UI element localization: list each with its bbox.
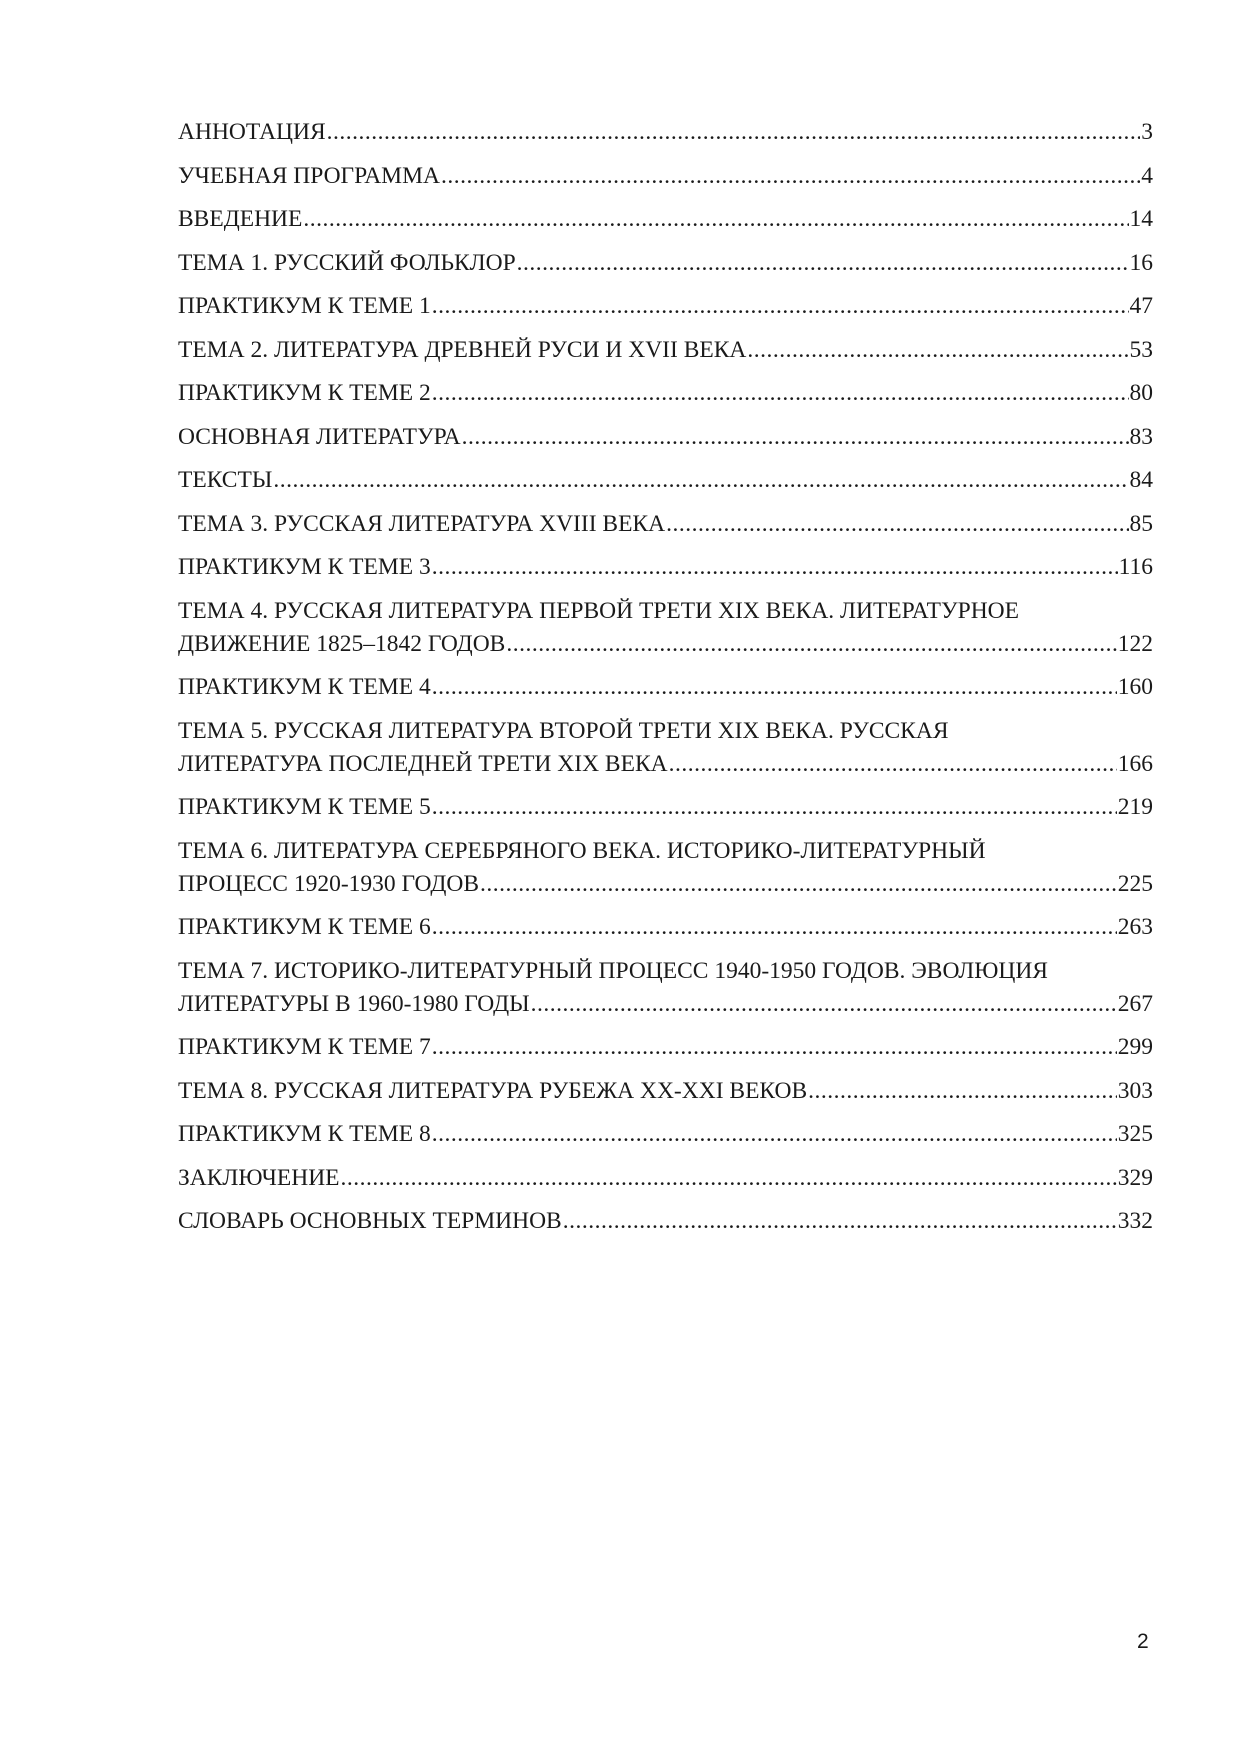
- dot-leader: [432, 671, 1117, 704]
- page-number: 2: [1137, 1630, 1149, 1653]
- toc-entry-page: 225: [1117, 870, 1153, 897]
- toc-entry[interactable]: [178, 1031, 1153, 1064]
- toc-entry[interactable]: [178, 290, 1153, 323]
- toc-entry[interactable]: [178, 334, 1153, 367]
- toc-entry-title: ОСНОВНАЯ ЛИТЕРАТУРА: [178, 423, 461, 450]
- toc-entry-title: ТЕМА 3. РУССКАЯ ЛИТЕРАТУРА XVIII ВЕКА: [178, 510, 666, 537]
- toc-entry-title: ЗАКЛЮЧЕНИЕ: [178, 1164, 340, 1191]
- dot-leader: [432, 377, 1129, 410]
- toc-entry-line: [178, 748, 1153, 781]
- toc-entry-title: УЧЕБНАЯ ПРОГРАММА: [178, 162, 440, 189]
- toc-entry[interactable]: [178, 1118, 1153, 1151]
- toc-entry-title: ПРАКТИКУМ К ТЕМЕ 4: [178, 674, 431, 700]
- toc-entry-page: 4: [1141, 162, 1153, 189]
- toc-entry[interactable]: [178, 911, 1153, 944]
- toc-entry-title: ТЕМА 2. ЛИТЕРАТУРА ДРЕВНЕЙ РУСИ И XVII ВЕКА: [178, 336, 747, 363]
- toc-entry[interactable]: [178, 377, 1153, 410]
- toc-entry-page: 84: [1129, 467, 1153, 493]
- toc-entry-page: 116: [1118, 554, 1153, 580]
- toc-entry-line: [178, 911, 1153, 944]
- toc-entry-line: [178, 1075, 1153, 1108]
- toc-entry-line: [178, 551, 1153, 584]
- toc-entry-page: 16: [1129, 249, 1153, 276]
- toc-entry[interactable]: [178, 1075, 1153, 1108]
- toc-entry-line: [178, 1118, 1153, 1151]
- toc-entry-page: 299: [1117, 1034, 1153, 1060]
- toc-entry-page: 325: [1117, 1121, 1153, 1147]
- dot-leader: [517, 247, 1129, 280]
- toc-entry-page: 53: [1129, 336, 1153, 363]
- toc-entry[interactable]: [178, 1205, 1153, 1238]
- dot-leader: [432, 551, 1118, 584]
- toc-entry-page: 122: [1117, 630, 1153, 657]
- dot-leader: [441, 160, 1140, 193]
- toc-entry-title: ПРАКТИКУМ К ТЕМЕ 1: [178, 293, 431, 319]
- toc-entry[interactable]: [178, 464, 1153, 497]
- dot-leader: [432, 1031, 1117, 1064]
- toc-entry-line: [178, 116, 1153, 149]
- toc-entry-line: [178, 988, 1153, 1021]
- toc-entry-page: 85: [1129, 510, 1153, 537]
- toc-entry-line: [178, 290, 1153, 323]
- dot-leader: [432, 791, 1117, 824]
- toc-entry-title: ПРАКТИКУМ К ТЕМЕ 2: [178, 380, 431, 406]
- toc-entry-page: 329: [1117, 1164, 1153, 1191]
- toc-entry-title: ВВЕДЕНИЕ: [178, 206, 303, 232]
- toc-entry[interactable]: [178, 595, 1153, 661]
- toc-entry[interactable]: [178, 671, 1153, 704]
- toc-entry[interactable]: [178, 715, 1153, 781]
- toc-entry[interactable]: [178, 791, 1153, 824]
- toc-entry-page: 332: [1117, 1208, 1153, 1234]
- toc-entry-page: 166: [1117, 750, 1153, 777]
- dot-leader: [531, 988, 1117, 1021]
- toc-entry-page: 267: [1117, 990, 1153, 1017]
- toc-entry-line: [178, 508, 1153, 541]
- toc-entry[interactable]: [178, 247, 1153, 280]
- toc-entry-title-line1: ТЕМА 7. ИСТОРИКО-ЛИТЕРАТУРНЫЙ ПРОЦЕСС 1940-1950 ГОДОВ. ЭВОЛЮЦИЯ: [178, 957, 1048, 984]
- toc-entry-page: 303: [1117, 1077, 1153, 1104]
- dot-leader: [669, 748, 1117, 781]
- dot-leader: [808, 1075, 1117, 1108]
- toc-entry-title: ДВИЖЕНИЕ 1825–1842 ГОДОВ: [178, 630, 506, 657]
- toc-entry-title: ПРОЦЕСС 1920-1930 ГОДОВ: [178, 870, 480, 897]
- toc-entry[interactable]: [178, 835, 1153, 901]
- toc-entry-line: [178, 671, 1153, 704]
- toc-entry[interactable]: [178, 955, 1153, 1021]
- toc-entry[interactable]: [178, 508, 1153, 541]
- dot-leader: [506, 628, 1116, 661]
- toc-entry-title: ТЕКСТЫ: [178, 467, 273, 493]
- dot-leader: [303, 203, 1128, 236]
- toc-entry-line: [178, 203, 1153, 236]
- toc-entry-line: [178, 377, 1153, 410]
- toc-entry-title: ПРАКТИКУМ К ТЕМЕ 6: [178, 914, 431, 940]
- dot-leader: [462, 421, 1129, 454]
- toc-entry-title-line1: ТЕМА 6. ЛИТЕРАТУРА СЕРЕБРЯНОГО ВЕКА. ИСТОРИКО-ЛИТЕРАТУРНЫЙ: [178, 837, 986, 864]
- toc-entry-title: ТЕМА 8. РУССКАЯ ЛИТЕРАТУРА РУБЕЖА XX-XXI ВЕКОВ: [178, 1077, 808, 1104]
- toc-entry-page: 14: [1129, 206, 1153, 232]
- toc-entry-title: СЛОВАРЬ ОСНОВНЫХ ТЕРМИНОВ: [178, 1208, 562, 1234]
- toc-entry-line: [178, 1162, 1153, 1195]
- toc-entry[interactable]: [178, 116, 1153, 149]
- dot-leader: [432, 911, 1117, 944]
- dot-leader: [563, 1205, 1117, 1238]
- toc-entry[interactable]: [178, 160, 1153, 193]
- toc-entry-title: ТЕМА 1. РУССКИЙ ФОЛЬКЛОР: [178, 249, 516, 276]
- toc-entry-title: ПРАКТИКУМ К ТЕМЕ 5: [178, 794, 431, 820]
- toc-entry-page: 47: [1129, 293, 1153, 319]
- toc-entry[interactable]: [178, 203, 1153, 236]
- toc-entry-title: АННОТАЦИЯ: [178, 119, 326, 145]
- toc-entry-title: ПРАКТИКУМ К ТЕМЕ 7: [178, 1034, 431, 1060]
- toc-entry[interactable]: [178, 421, 1153, 454]
- toc-entry-title: ПРАКТИКУМ К ТЕМЕ 3: [178, 554, 431, 580]
- toc-entry-line: [178, 334, 1153, 367]
- toc-entry-title: ЛИТЕРАТУРА ПОСЛЕДНЕЙ ТРЕТИ XIX ВЕКА: [178, 750, 668, 777]
- toc-entry-title-line1: ТЕМА 5. РУССКАЯ ЛИТЕРАТУРА ВТОРОЙ ТРЕТИ XIX ВЕКА. РУССКАЯ: [178, 717, 949, 744]
- dot-leader: [747, 334, 1128, 367]
- dot-leader: [273, 464, 1128, 497]
- dot-leader: [666, 508, 1128, 541]
- table-of-contents: [178, 116, 1153, 1249]
- toc-entry[interactable]: [178, 1162, 1153, 1195]
- toc-entry-line: [178, 160, 1153, 193]
- dot-leader: [341, 1162, 1117, 1195]
- toc-entry-title: ПРАКТИКУМ К ТЕМЕ 8: [178, 1121, 431, 1147]
- toc-entry-page: 219: [1117, 794, 1153, 820]
- toc-entry-page: 160: [1117, 674, 1153, 700]
- toc-entry-line: [178, 1031, 1153, 1064]
- toc-entry[interactable]: [178, 551, 1153, 584]
- toc-entry-line: [178, 628, 1153, 661]
- toc-entry-line: [178, 421, 1153, 454]
- toc-entry-line: [178, 247, 1153, 280]
- dot-leader: [432, 290, 1129, 323]
- dot-leader: [327, 116, 1141, 149]
- toc-entry-line: [178, 1205, 1153, 1238]
- dot-leader: [480, 868, 1117, 901]
- dot-leader: [432, 1118, 1117, 1151]
- toc-entry-title: ЛИТЕРАТУРЫ В 1960-1980 ГОДЫ: [178, 990, 530, 1017]
- toc-entry-page: 80: [1129, 380, 1153, 406]
- toc-entry-line: [178, 868, 1153, 901]
- toc-entry-page: 3: [1141, 119, 1153, 145]
- toc-entry-title-line1: ТЕМА 4. РУССКАЯ ЛИТЕРАТУРА ПЕРВОЙ ТРЕТИ XIX ВЕКА. ЛИТЕРАТУРНОЕ: [178, 597, 1019, 624]
- toc-entry-page: 263: [1117, 914, 1153, 940]
- toc-entry-line: [178, 464, 1153, 497]
- toc-entry-line: [178, 791, 1153, 824]
- toc-entry-page: 83: [1129, 423, 1153, 450]
